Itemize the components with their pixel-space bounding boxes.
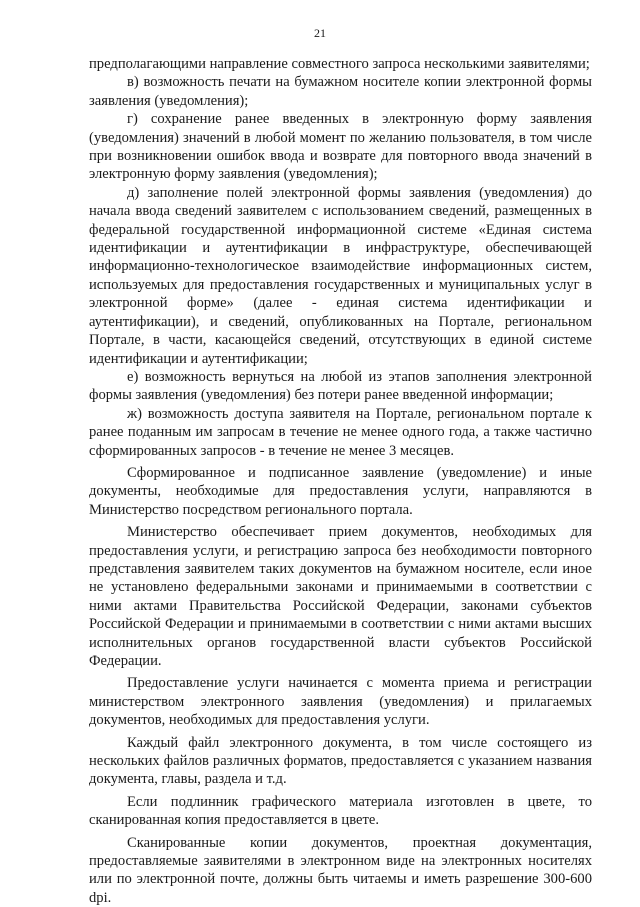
page-number: 21 (314, 26, 326, 40)
paragraph-service-start: Предоставление услуги начинается с момента приема и регистрации министерством электронного заявления (уведомления) и прилагаемых документов, необходимых для предоставления услуги. (89, 675, 592, 729)
document-body (89, 55, 592, 907)
paragraph-item-v: в) возможность печати на бумажном носителе копии электронной формы заявления (уведомления); (89, 74, 592, 109)
paragraph-submission: Сформированное и подписанное заявление (уведомление) и иные документы, необходимые для предоставления услуги, направляются в Министерство посредством регионального портала. (89, 464, 592, 518)
paragraph-ministry-acceptance: Министерство обеспечивает прием документов, необходимых для предоставления услуги, и регистрацию запроса без необходимости повторного представления заявителем таких документов на бумажном носителе, если иное не установлено федеральными законами и принимаемыми в соответствии с ними актами Правительства Российской Федерации, законами субъектов Российской Федерации и принимаемыми в соответствии с ними актами высших исполнительных органов государственной власти субъектов Российской Федерации. (89, 524, 592, 669)
paragraph-item-e: е) возможность вернуться на любой из этапов заполнения электронной формы заявления (уведомления) без потери ранее введенной информации; (89, 368, 592, 404)
paragraph-item-d: д) заполнение полей электронной формы заявления (уведомления) до начала ввода сведений заявителем с использованием сведений, размещенных в федеральной государственной информационной системе «Единая система идентификации и аутентификации в инфраструктуре, обеспечивающей информационно-технологическое взаимодействие информационных систем, используемых для предоставления государственных и муниципальных услуг в электронной форме» (далее - единая система идентификации и аутентификации), и сведений, опубликованных на Портале, региональном Портале, в части, касающейся сведений, отсутствующих в единой системе идентификации и аутентификации; (89, 184, 592, 367)
paragraph-file-naming: Каждый файл электронного документа, в том числе состоящего из нескольких файлов различных форматов, предоставляется с указанием названия документа, главы, раздела и т.д. (89, 734, 592, 788)
paragraph-scan-resolution: Сканированные копии документов, проектная документация, предоставляемые заявителями в электронном виде на электронных носителях или по электронной почте, должны быть читаемы и иметь разрешение 300-600 dpi. (89, 834, 592, 906)
paragraph-continued-text: предполагающими направление совместного запроса несколькими заявителями; (89, 56, 590, 72)
paragraph-color-scan: Если подлинник графического материала изготовлен в цвете, то сканированная копия предоставляется в цвете. (89, 793, 592, 829)
paragraph-item-g: г) сохранение ранее введенных в электронную форму заявления (уведомления) значений в любой момент по желанию пользователя, в том числе при возникновении ошибок ввода и возврате для повторного ввода значений в электронную форму заявления (уведомления); (89, 111, 592, 183)
paragraph-item-zh: ж) возможность доступа заявителя на Портале, региональном портале к ранее поданным им запросам в течение не менее одного года, а также частично сформированных запросов - в течение не менее 3 месяцев. (89, 405, 592, 459)
